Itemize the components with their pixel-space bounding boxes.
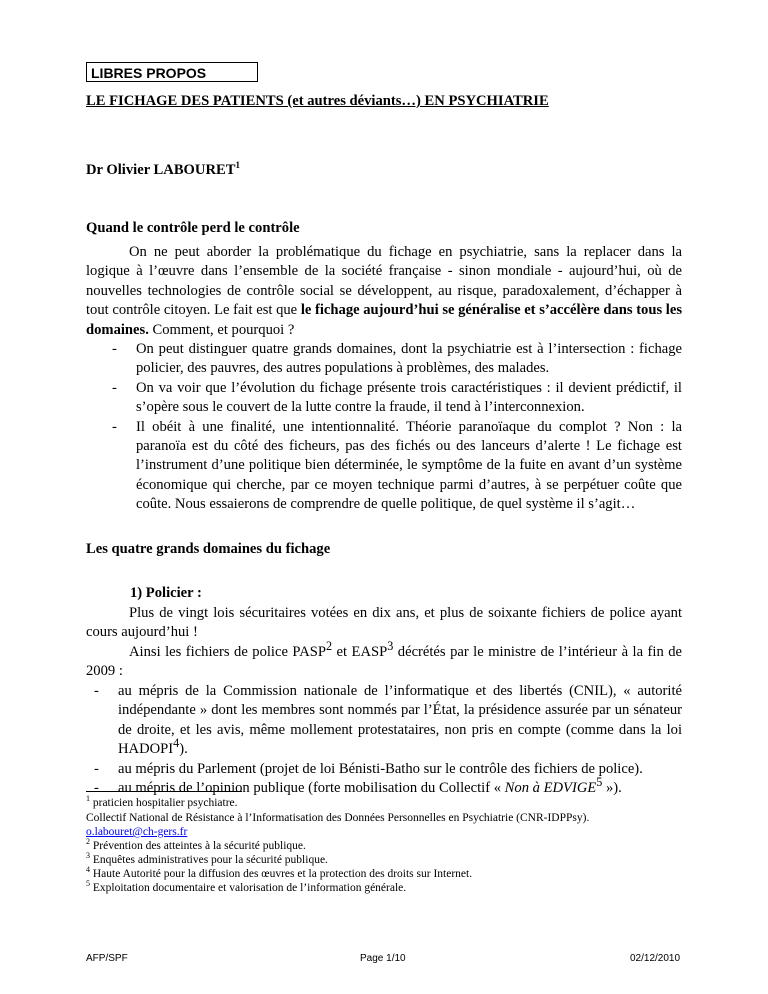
section2-paragraph-1: Plus de vingt lois sécuritaires votées en dix ans, et plus de soixante fichiers de police ayant cours aujourd’hui ! [86,605,682,641]
section1-intro [86,243,682,340]
intro-text-a: On ne peut aborder la problématique du fichage en psychiatrie, sans la replacer dans la logique à l’œuvre dans l’ensemble de la société française - sinon mondiale - aujourd’hui, où de nouvelles technologies de contrôle social se développent, au risque, paradoxalement, d’échapper à tout contrôle citoyen. Le fait est que [86,244,682,319]
document-title: LE FICHAGE DES PATIENTS (et autres déviants…) EN PSYCHIATRIE [86,93,549,109]
footnote-separator [86,791,242,792]
list-item: - au mépris de la Commission nationale de l’informatique et des libertés (CNIL), « autorité indépendante » dont les membres sont nommés par l’État, la présidence assurée par un sénateur de droite, et les avis, même mollement protestataires, non pris en compte (comme dans la loi HADOPI$^4$). [94,683,682,758]
list-item: - au mépris de l’opinion publique (forte mobilisation du Collectif « Non à EDVIGE$^5$ »). [94,775,622,797]
footnote-ref-4[interactable]: 4 [173,736,180,751]
list-item: - On peut distinguer quatre grands domaines, dont la psychiatrie est à l’intersection : fichage policier, des pauvres, des autres populations à problèmes, des malades. [112,341,682,377]
footer-left: AFP/SPF [86,953,128,964]
section2-heading: Les quatre grands domaines du fichage [86,541,331,557]
footnote-1: $^1$ praticien hospitalier psychiatre. [86,794,238,809]
list-item: - On va voir que l’évolution du fichage présente trois caractéristiques : il devient prédictif, il s’opère sous le couvert de la lutte contre la fraude, il tend à l’interconnexion. [112,379,682,416]
author-name: Dr Olivier LABOURET [86,162,236,178]
section1-heading: Quand le contrôle perd le contrôle [86,220,300,236]
section2-paragraph-2: Ainsi les fichiers de police PASP$^2$ et EASP$^3$ décrétés par le ministre de l’intérieur à la fin de 2009 : [86,639,682,680]
footer-page-number: Page 1/10 [360,953,406,964]
footnote-2: $^2$ Prévention des atteintes à la sécurité publique. [86,837,306,852]
list-item: - au mépris du Parlement (projet de loi Bénisti-Batho sur le contrôle des fichiers de police). [94,760,643,777]
section2-bullet-list [86,682,682,798]
footnote-ref-2[interactable]: 2 [325,639,333,654]
footnote-5: $^5$ Exploitation documentaire et valorisation de l’information générale. [86,879,407,894]
footer-date: 02/12/2010 [630,953,681,964]
footnote-4: $^4$ Haute Autorité pour la diffusion des œuvres et la protection des droits sur Internet. [86,865,473,880]
section1-bullet-list [104,340,682,515]
email-link[interactable]: o.labouret@ch-gers.fr [86,826,188,838]
subsection-heading-policier: 1) Policier : [130,585,202,601]
intro-text-b: Comment, et pourquoi ? [148,321,295,338]
footnote-1-email [86,825,706,839]
author-line [86,162,240,179]
footnote-3: $^3$ Enquêtes administratives pour la sécurité publique. [86,851,328,866]
author-footnote-ref[interactable]: 1 [235,160,240,171]
footnote-1-line2: Collectif National de Résistance à l’Informatisation des Données Personnelles en Psychiatrie (CNR-IDPPsy). [86,812,590,824]
intro-text-bold: le fichage aujourd’hui se généralise et s’accélère dans tous les domaines. [86,302,683,338]
section-box-label: LIBRES PROPOS [86,62,258,82]
list-item: - Il obéit à une finalité, une intentionnalité. Théorie paranoïaque du complot ? Non : la paranoïa est du côté des ficheurs, pas des fichés ou des lanceurs d’alerte ! Le fichage est l’instrument d’une politique bien déterminée, le symptôme de la fuite en avant d’un système économique qui cherche, par ce moyen technique parmi d’autres, à se perpétuer coûte que coûte. Nous essaierons de comprendre de quelle politique, de quel système il s’agit… [112,418,682,513]
footnote-ref-5[interactable]: 5 [596,775,603,790]
footnote-ref-3[interactable]: 3 [387,639,394,654]
